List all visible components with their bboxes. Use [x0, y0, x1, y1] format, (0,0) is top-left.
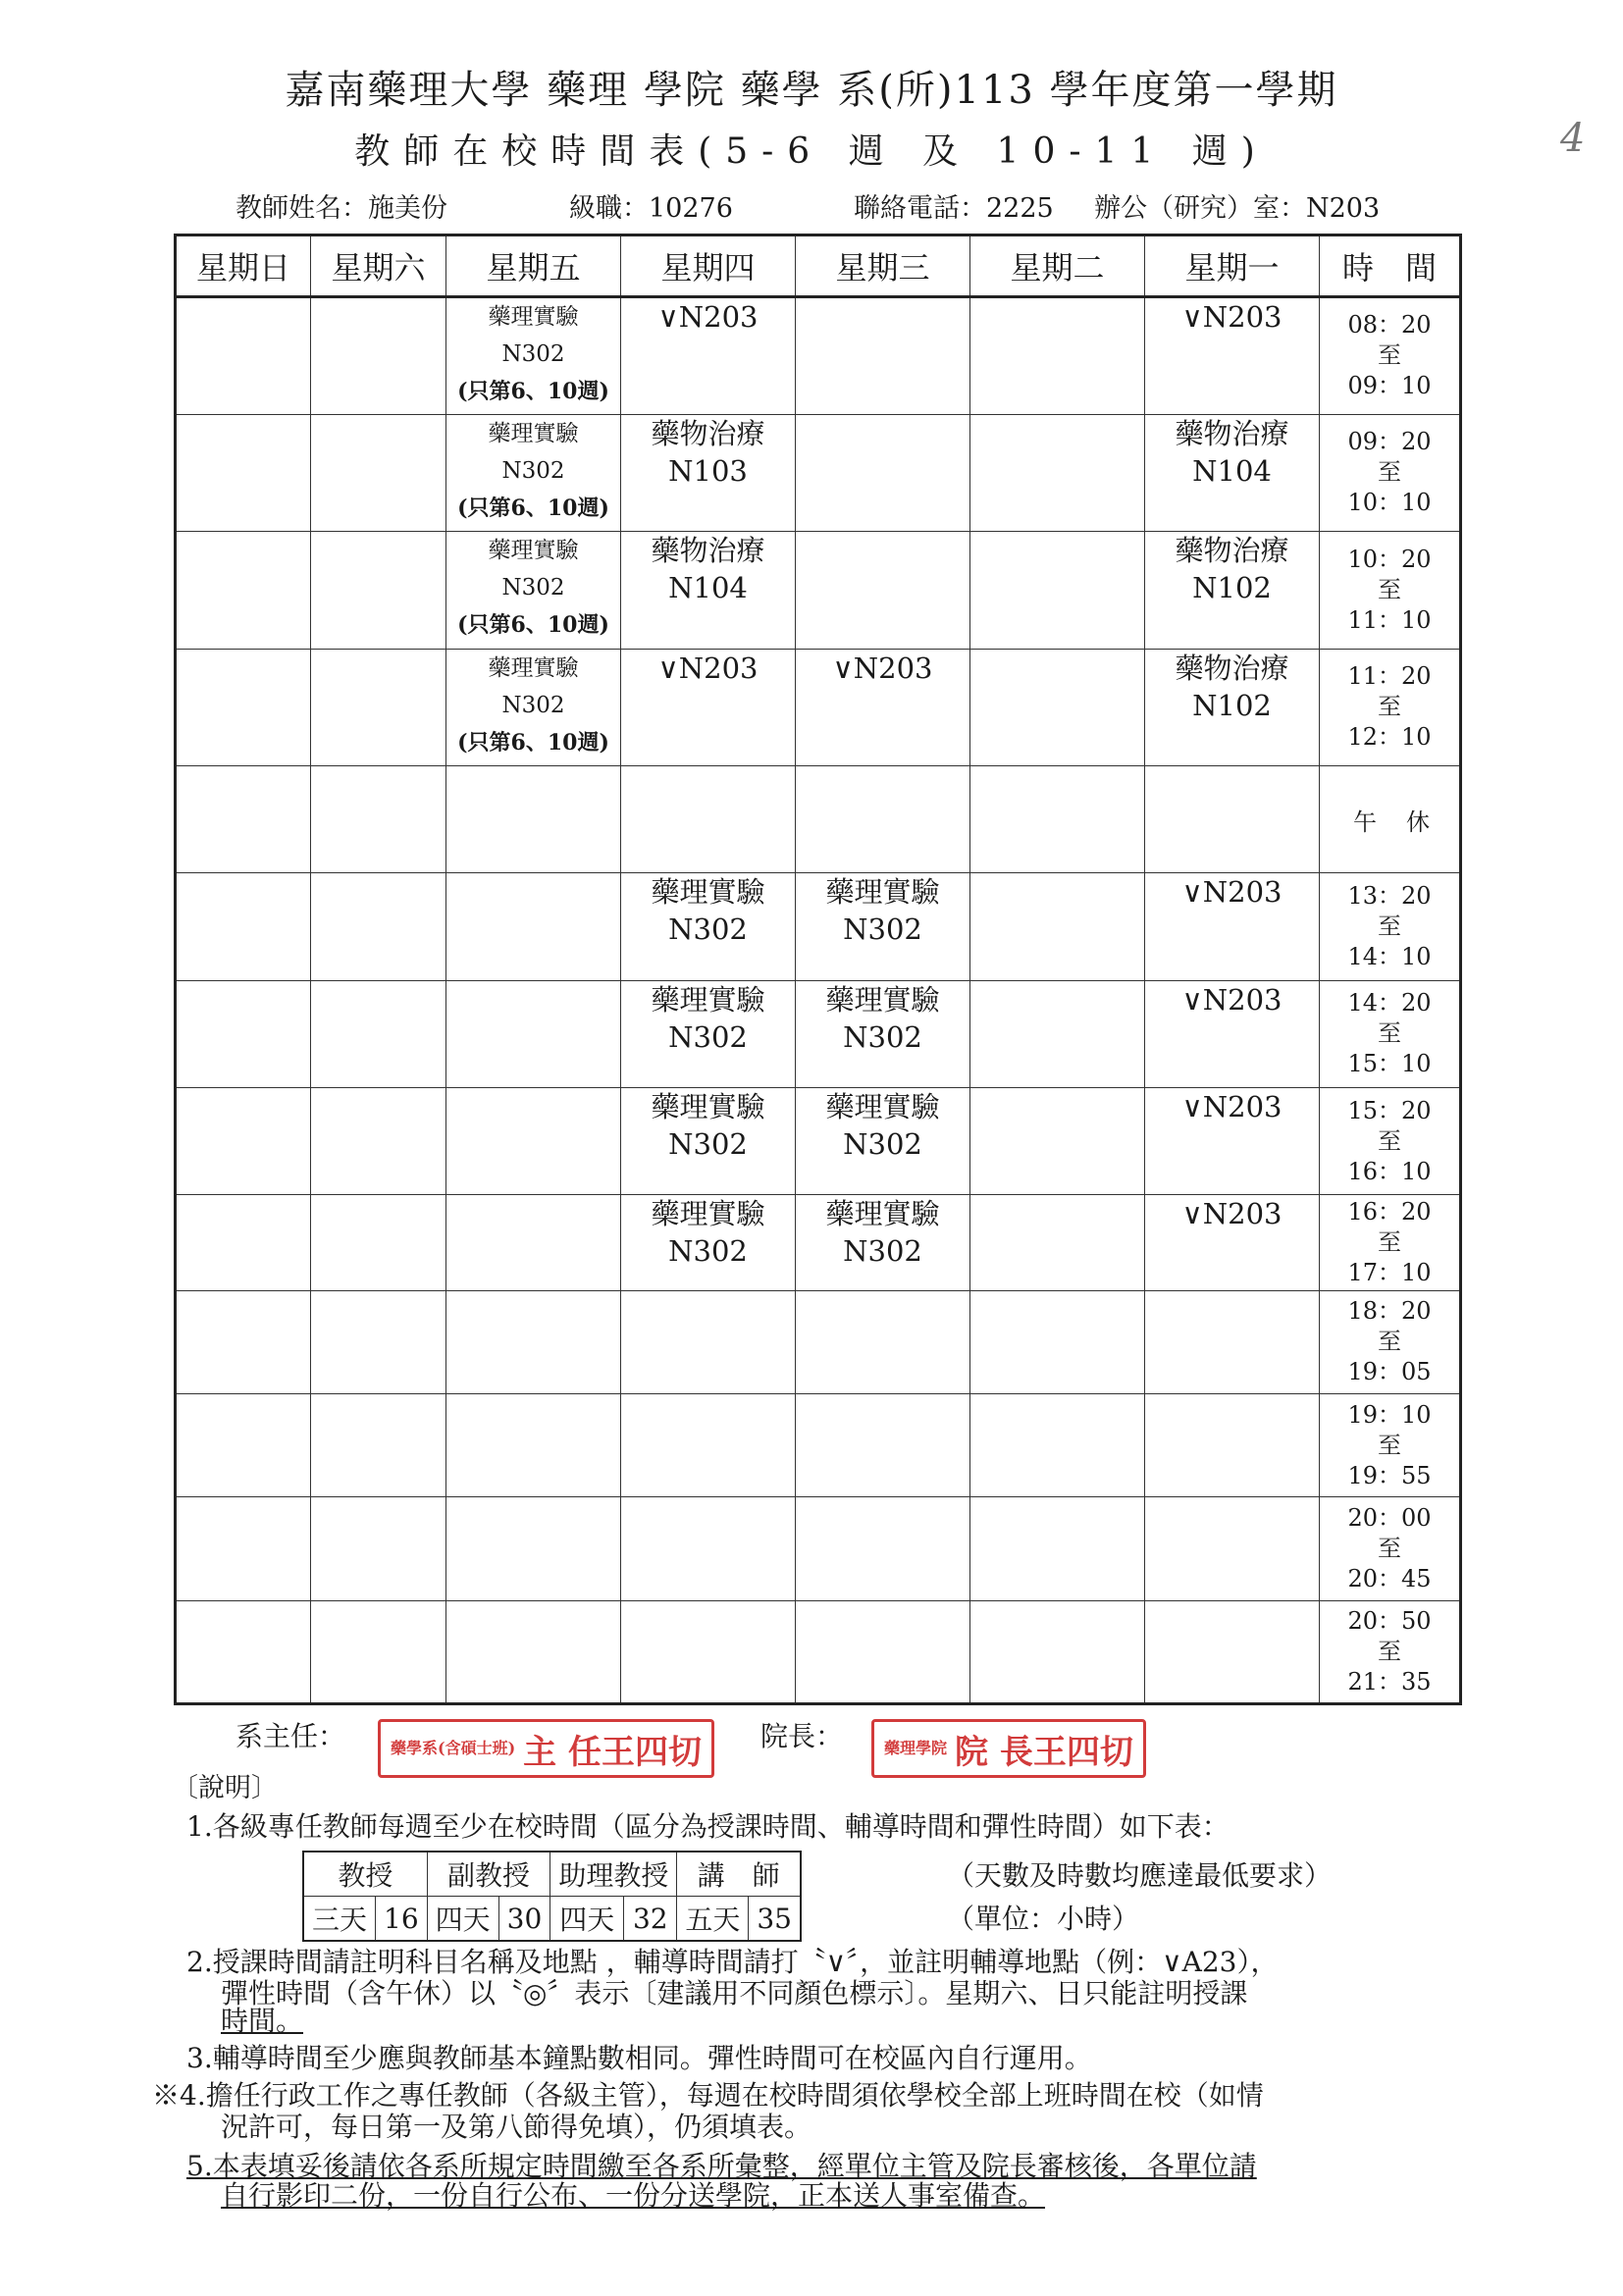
cell-subject: 藥物治療 — [651, 534, 765, 567]
teacher-name: 教師姓名：施美份 — [236, 193, 447, 224]
cell-weeks-note: (只第6、10週) — [457, 612, 609, 638]
schedule-cell-monday — [1145, 649, 1320, 766]
schedule-row — [176, 649, 1461, 766]
time-value: 21：35 — [1347, 1667, 1432, 1696]
rank-professor: 教授 — [303, 1852, 427, 1897]
col-sunday: 星期日 — [176, 235, 311, 297]
schedule-cell-tuesday — [970, 1393, 1145, 1496]
col-wednesday: 星期三 — [796, 235, 970, 297]
schedule-cell-sunday — [176, 1088, 311, 1195]
schedule-cell-saturday — [311, 1088, 446, 1195]
schedule-time-noon: 午休 — [1320, 766, 1461, 873]
note-4b: 況許可，每日第一及第八節得免填），仍須填表。 — [221, 2111, 812, 2143]
rank-days: 四天 — [427, 1897, 498, 1942]
schedule-cell-wednesday — [796, 1088, 970, 1195]
cell-subject: ∨N203 — [657, 651, 759, 685]
schedule-cell-tuesday — [970, 414, 1145, 532]
cell-subject: 藥理實驗 — [651, 1090, 765, 1124]
dean-stamp — [871, 1719, 1146, 1778]
schedule-cell-wednesday — [796, 297, 970, 415]
schedule-row — [176, 414, 1461, 532]
form-subtitle: 教師在校時間表(5-6 週 及 10-11 週) — [354, 131, 1269, 172]
note-2b: 彈性時間（含午休）以〝◎〞表示〔建議用不同顏色標示〕。星期六、日只能註明授課 — [221, 1977, 1248, 2009]
schedule-row — [176, 980, 1461, 1087]
schedule-cell-tuesday — [970, 1290, 1145, 1393]
schedule-row — [176, 873, 1461, 980]
teacher-rank: 級職：10276 — [569, 193, 733, 224]
cell-weeks-note: (只第6、10週) — [457, 495, 609, 521]
schedule-cell-thursday — [621, 1088, 796, 1195]
cell-subject: 藥理實驗 — [825, 1090, 940, 1124]
time-value: 11：10 — [1347, 605, 1432, 634]
notes-title: 〔說明〕 — [172, 1773, 278, 1803]
schedule-cell-monday — [1145, 1290, 1320, 1393]
cell-subject: ∨N203 — [1181, 982, 1283, 1017]
time-value: 18：20 — [1347, 1297, 1432, 1326]
schedule-cell-friday — [446, 980, 621, 1087]
time-to: 至 — [1378, 1126, 1401, 1155]
schedule-cell-monday — [1145, 1600, 1320, 1703]
cell-room: N103 — [668, 453, 748, 488]
cell-room: N104 — [1192, 453, 1272, 488]
cell-room: N302 — [501, 575, 565, 600]
cell-room: N302 — [668, 913, 748, 947]
schedule-row — [176, 297, 1461, 415]
cell-subject: ∨N203 — [1181, 875, 1283, 910]
schedule-row — [176, 532, 1461, 650]
rank-hours: 16 — [376, 1897, 428, 1942]
schedule-cell-thursday — [621, 532, 796, 650]
schedule-cell-friday — [446, 1497, 621, 1600]
time-value: 20：45 — [1347, 1564, 1432, 1592]
cell-subject: 藥理實驗 — [488, 538, 579, 563]
form-title: 嘉南藥理大學 藥理 學院 藥學 系(所)113 學年度第一學期 — [285, 68, 1338, 113]
schedule-time — [1320, 414, 1461, 532]
time-value: 08：20 — [1347, 311, 1432, 339]
cell-subject: ∨N203 — [1181, 1197, 1283, 1231]
rank-hours: 30 — [498, 1897, 550, 1942]
schedule-cell-sunday — [176, 980, 311, 1087]
schedule-cell-wednesday — [796, 1497, 970, 1600]
cell-subject: 藥物治療 — [1175, 651, 1289, 685]
dean-stamp-text: 院 長王四切 — [955, 1732, 1133, 1772]
schedule-cell-sunday — [176, 873, 311, 980]
schedule-cell-monday — [1145, 1195, 1320, 1290]
schedule-time — [1320, 980, 1461, 1087]
schedule-header-row — [176, 235, 1461, 297]
schedule-cell-saturday — [311, 1497, 446, 1600]
dean-label: 院長： — [760, 1720, 844, 1752]
cell-subject: 藥理實驗 — [651, 875, 765, 910]
schedule-cell-wednesday — [796, 980, 970, 1087]
time-value: 10：20 — [1347, 545, 1432, 573]
schedule-cell-saturday — [311, 1600, 446, 1703]
dept-head-stamp-text: 主 任王四切 — [523, 1732, 702, 1772]
schedule-cell-thursday — [621, 980, 796, 1087]
col-monday: 星期一 — [1145, 235, 1320, 297]
time-value: 16：10 — [1347, 1157, 1432, 1185]
schedule-cell-saturday — [311, 873, 446, 980]
time-to: 至 — [1378, 913, 1401, 941]
schedule-cell-saturday — [311, 766, 446, 873]
schedule-row — [176, 1195, 1461, 1290]
schedule-cell-thursday — [621, 1600, 796, 1703]
time-value: 19：55 — [1347, 1461, 1432, 1489]
cell-room: N302 — [668, 1234, 748, 1269]
schedule-cell-sunday — [176, 414, 311, 532]
rank-days: 三天 — [303, 1897, 376, 1942]
time-to: 至 — [1378, 1637, 1401, 1665]
time-value: 20：00 — [1347, 1503, 1432, 1532]
time-value: 15：20 — [1347, 1096, 1432, 1124]
schedule-cell-friday — [446, 1290, 621, 1393]
note-5a: 5.本表填妥後請依各系所規定時間繳至各系所彙整，經單位主管及院長審核後，各單位請 — [186, 2150, 1257, 2182]
note-5b: 自行影印二份，一份自行公布、一份分送學院，正本送人事室備查。 — [221, 2179, 1046, 2212]
schedule-time — [1320, 297, 1461, 415]
schedule-cell-sunday — [176, 532, 311, 650]
note-2c: 時間。 — [221, 2005, 304, 2037]
schedule-cell-wednesday — [796, 1195, 970, 1290]
col-tuesday: 星期二 — [970, 235, 1145, 297]
schedule-cell-tuesday — [970, 649, 1145, 766]
time-value: 19：05 — [1347, 1358, 1432, 1386]
schedule-cell-friday — [446, 532, 621, 650]
rank-hours: 32 — [624, 1897, 677, 1942]
schedule-cell-friday — [446, 414, 621, 532]
cell-subject: 藥理實驗 — [488, 654, 579, 681]
cell-subject: ∨N203 — [832, 651, 933, 685]
cell-room: N302 — [668, 1127, 748, 1162]
cell-room: N302 — [501, 341, 565, 367]
schedule-cell-friday — [446, 649, 621, 766]
cell-subject: 藥理實驗 — [651, 982, 765, 1017]
time-value: 16：20 — [1347, 1198, 1432, 1226]
note-1: 1.各級專任教師每週至少在校時間（區分為授課時間、輔導時間和彈性時間）如下表： — [186, 1810, 1230, 1843]
cell-subject: ∨N203 — [657, 300, 759, 334]
teacher-office: 辦公（研究）室：N203 — [1094, 193, 1381, 224]
time-value: 11：20 — [1347, 662, 1432, 691]
schedule-cell-sunday — [176, 1497, 311, 1600]
time-to: 至 — [1378, 1019, 1401, 1048]
schedule-cell-sunday — [176, 766, 311, 873]
time-to: 至 — [1378, 1328, 1401, 1356]
time-to: 至 — [1378, 341, 1401, 370]
cell-room: N302 — [501, 692, 565, 718]
schedule-cell-thursday — [621, 766, 796, 873]
cell-subject: 藥理實驗 — [488, 420, 579, 446]
schedule-cell-thursday — [621, 873, 796, 980]
cell-room: N302 — [501, 457, 565, 484]
dept-head-label: 系主任： — [236, 1720, 346, 1752]
schedule-cell-wednesday — [796, 873, 970, 980]
time-value: 13：20 — [1347, 882, 1432, 911]
schedule-cell-saturday — [311, 414, 446, 532]
dept-head-stamp-unit: 藥學系(含碩士班) — [391, 1739, 516, 1757]
cell-room: N302 — [843, 1234, 922, 1269]
schedule-cell-sunday — [176, 1600, 311, 1703]
schedule-cell-wednesday — [796, 414, 970, 532]
cell-room: N302 — [668, 1019, 748, 1054]
schedule-cell-thursday — [621, 1290, 796, 1393]
schedule-cell-wednesday — [796, 1290, 970, 1393]
schedule-cell-tuesday — [970, 873, 1145, 980]
cell-room: N102 — [1192, 571, 1272, 604]
col-saturday: 星期六 — [311, 235, 446, 297]
schedule-cell-saturday — [311, 532, 446, 650]
time-to: 至 — [1378, 1228, 1401, 1257]
page-number: 4 — [1560, 116, 1586, 161]
schedule-cell-friday — [446, 297, 621, 415]
cell-room: N302 — [843, 1019, 922, 1054]
schedule-cell-monday — [1145, 532, 1320, 650]
schedule-row — [176, 1088, 1461, 1195]
time-to: 至 — [1378, 1431, 1401, 1459]
schedule-cell-monday — [1145, 1088, 1320, 1195]
cell-subject: 藥理實驗 — [825, 982, 940, 1017]
rank-hours-table — [302, 1851, 802, 1942]
note-3: 3.輔導時間至少應與教師基本鐘點數相同。彈性時間可在校區內自行運用。 — [186, 2042, 1092, 2074]
schedule-table — [174, 234, 1462, 1705]
schedule-row — [176, 1497, 1461, 1600]
schedule-time — [1320, 1497, 1461, 1600]
dept-head-stamp — [378, 1719, 714, 1778]
rank-note-min: （天數及時數均應達最低要求） — [947, 1859, 1333, 1892]
cell-weeks-note: (只第6、10週) — [457, 379, 609, 404]
schedule-time — [1320, 1600, 1461, 1703]
cell-subject: 藥物治療 — [1175, 416, 1289, 450]
schedule-cell-thursday — [621, 1195, 796, 1290]
schedule-time — [1320, 532, 1461, 650]
col-time: 時 間 — [1320, 235, 1461, 297]
rank-lecturer: 講 師 — [677, 1852, 801, 1897]
cell-room: N104 — [668, 571, 748, 604]
schedule-time — [1320, 873, 1461, 980]
schedule-cell-sunday — [176, 297, 311, 415]
rank-note-unit: （單位：小時） — [947, 1903, 1140, 1935]
schedule-cell-tuesday — [970, 1600, 1145, 1703]
cell-room: N102 — [1192, 688, 1272, 722]
schedule-cell-friday — [446, 1600, 621, 1703]
schedule-cell-monday — [1145, 297, 1320, 415]
time-to: 至 — [1378, 693, 1401, 721]
schedule-row — [176, 1393, 1461, 1496]
schedule-cell-sunday — [176, 649, 311, 766]
schedule-cell-tuesday — [970, 297, 1145, 415]
schedule-cell-tuesday — [970, 1088, 1145, 1195]
rank-days: 五天 — [677, 1897, 749, 1942]
schedule-row — [176, 1290, 1461, 1393]
schedule-cell-friday — [446, 873, 621, 980]
schedule-cell-saturday — [311, 1290, 446, 1393]
schedule-cell-thursday — [621, 297, 796, 415]
note-2a: 2.授課時間請註明科目名稱及地點 ，輔導時間請打〝∨〞，並註明輔導地點（例：∨A23）， — [186, 1946, 1279, 1978]
schedule-cell-friday — [446, 1088, 621, 1195]
schedule-cell-friday — [446, 1393, 621, 1496]
time-value: 10：10 — [1347, 489, 1432, 517]
schedule-cell-sunday — [176, 1290, 311, 1393]
schedule-cell-friday — [446, 1195, 621, 1290]
schedule-cell-tuesday — [970, 532, 1145, 650]
schedule-cell-wednesday — [796, 649, 970, 766]
schedule-cell-tuesday — [970, 980, 1145, 1087]
schedule-row — [176, 1600, 1461, 1703]
schedule-time — [1320, 1393, 1461, 1496]
time-value: 14：20 — [1347, 989, 1432, 1018]
schedule-cell-friday — [446, 766, 621, 873]
schedule-cell-tuesday — [970, 1195, 1145, 1290]
cell-weeks-note: (只第6、10週) — [457, 729, 609, 756]
rank-values-row — [303, 1897, 801, 1942]
time-value: 17：10 — [1347, 1259, 1432, 1287]
rank-hours: 35 — [749, 1897, 801, 1942]
time-to: 至 — [1378, 1534, 1401, 1562]
schedule-cell-saturday — [311, 980, 446, 1087]
cell-subject: 藥物治療 — [651, 416, 765, 450]
time-value: 15：10 — [1347, 1050, 1432, 1078]
schedule-cell-wednesday — [796, 1393, 970, 1496]
rank-assistant: 助理教授 — [550, 1852, 677, 1897]
schedule-cell-sunday — [176, 1393, 311, 1496]
schedule-cell-saturday — [311, 649, 446, 766]
cell-subject: ∨N203 — [1181, 1090, 1283, 1124]
time-value: 09：10 — [1347, 372, 1432, 400]
schedule-cell-thursday — [621, 414, 796, 532]
schedule-cell-wednesday — [796, 532, 970, 650]
rank-days: 四天 — [550, 1897, 624, 1942]
rank-header-row — [303, 1852, 801, 1897]
schedule-cell-monday — [1145, 1497, 1320, 1600]
schedule-cell-saturday — [311, 1195, 446, 1290]
schedule-cell-wednesday — [796, 766, 970, 873]
schedule-cell-monday — [1145, 766, 1320, 873]
teacher-phone: 聯絡電話：2225 — [854, 193, 1054, 224]
schedule-cell-saturday — [311, 297, 446, 415]
time-to: 至 — [1378, 575, 1401, 603]
cell-subject: 藥理實驗 — [651, 1197, 765, 1231]
cell-subject: 藥理實驗 — [825, 1197, 940, 1231]
schedule-time — [1320, 1290, 1461, 1393]
schedule-cell-tuesday — [970, 1497, 1145, 1600]
cell-subject: 藥理實驗 — [488, 304, 579, 330]
cell-subject: ∨N203 — [1181, 300, 1283, 334]
schedule-cell-thursday — [621, 1497, 796, 1600]
schedule-cell-monday — [1145, 980, 1320, 1087]
col-friday: 星期五 — [446, 235, 621, 297]
rank-associate: 副教授 — [427, 1852, 550, 1897]
time-value: 14：10 — [1347, 943, 1432, 971]
time-value: 12：10 — [1347, 723, 1432, 752]
time-value: 20：50 — [1347, 1606, 1432, 1635]
schedule-row — [176, 766, 1461, 873]
schedule-cell-thursday — [621, 1393, 796, 1496]
dean-stamp-unit: 藥理學院 — [884, 1739, 948, 1757]
schedule-time — [1320, 1088, 1461, 1195]
schedule-cell-sunday — [176, 1195, 311, 1290]
time-value: 19：10 — [1347, 1400, 1432, 1429]
cell-subject: 藥物治療 — [1175, 534, 1289, 567]
schedule-cell-monday — [1145, 1393, 1320, 1496]
schedule-cell-monday — [1145, 873, 1320, 980]
schedule-cell-thursday — [621, 649, 796, 766]
time-value: 09：20 — [1347, 428, 1432, 456]
schedule-cell-monday — [1145, 414, 1320, 532]
schedule-cell-wednesday — [796, 1600, 970, 1703]
cell-room: N302 — [843, 1127, 922, 1162]
schedule-cell-saturday — [311, 1393, 446, 1496]
note-4a: ※4.擔任行政工作之專任教師（各級主管），每週在校時間須依學校全部上班時間在校（如情 — [152, 2079, 1264, 2112]
col-thursday: 星期四 — [621, 235, 796, 297]
cell-subject: 藥理實驗 — [825, 875, 940, 910]
time-to: 至 — [1378, 458, 1401, 487]
schedule-cell-tuesday — [970, 766, 1145, 873]
schedule-time — [1320, 649, 1461, 766]
cell-room: N302 — [843, 913, 922, 947]
schedule-time — [1320, 1195, 1461, 1290]
